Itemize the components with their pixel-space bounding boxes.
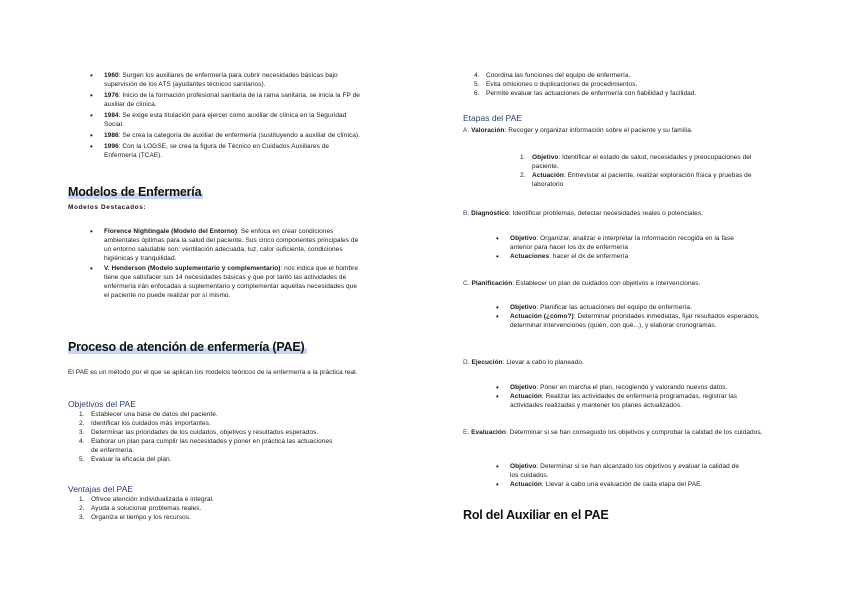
models-subtitle: Modelos Destacados: — [68, 204, 147, 211]
stage-b-title: B. Diagnóstico: Identificar problemas, detectar necesidades reales o potenciales. — [463, 210, 703, 217]
pae-intro: El PAE es un método por el que se aplican los modelos teóricos de la enfermería a la práctica real. — [68, 369, 358, 376]
stage-e-title: E. Evaluación: Determinar si se han conseguido los objetivos y comprobar la calidad de los cuidados. — [463, 429, 763, 436]
stage-e-list — [496, 462, 746, 489]
list-item: • 1960: Surgen los auxiliares de enfermería para cubrir necesidades básicas bajo supervisión de los ATS (ayudantes técnicos sanitarios). — [90, 71, 360, 89]
list-item: • Objetivo: Poner en marcha el plan, recogiendo y valorando nuevos datos. — [496, 383, 761, 392]
list-item: • V. Henderson (Modelo suplementario y complementario): nos indica que el hombre tiene que satisfacer sus 14 necesidades básicas y que por tanto las actividades de enfermería irán enfocadas a suplementario y complementar aquellas necesidades que el paciente no puede realizar por sí mismo. — [90, 264, 360, 300]
list-item: 1. Ofrece atención individualizada e integral. — [79, 496, 214, 503]
list-item: 2. Actuación: Entrevistar al paciente, realizar exploración física y pruebas de laboratorio — [520, 172, 752, 188]
list-item: 1. Establecer una base de datos del paciente. — [79, 411, 218, 418]
list-item: • Objetivo: Planificar las actuaciones del equipo de enfermería. — [496, 303, 761, 312]
list-item: 3. Determinar las prioridades de los cuidados, objetivos y resultados esperados. — [79, 429, 319, 436]
stage-b-list — [496, 234, 756, 261]
list-item: 5. Evaluar la eficacia del plan. — [79, 456, 172, 463]
objectives-heading: Objetivos del PAE — [68, 399, 136, 409]
models-list — [90, 227, 360, 300]
advantages-list — [79, 495, 369, 522]
stage-a-title: A. Valoración: Recoger y organizar información sobre el paciente y su familia. — [463, 127, 693, 134]
stage-c-list — [496, 303, 761, 330]
list-item: • Objetivo: Determinar si se han alcanzado los objetivos y evaluar la calidad de los cuidados. — [496, 462, 746, 480]
pae-heading: Proceso de atención de enfermería (PAE) — [68, 340, 305, 354]
stage-d-list — [496, 383, 761, 410]
advantages-continued-list — [474, 71, 774, 98]
list-item: 2. Identificar los cuidados más importantes. — [79, 420, 211, 427]
list-item: 3. Organiza el tiempo y los recursos. — [79, 514, 191, 521]
list-item: 4. Coordina las funciones del equipo de enfermería. — [474, 72, 631, 79]
objectives-list — [79, 410, 369, 464]
list-item: • 1984: Se exige esta titulación para ejercer como auxiliar de clínica en la Seguridad Social. — [90, 111, 360, 129]
list-item: • Objetivo: Organizar, analizar e interpretar la información recogida en la fase anterior para hacer los dx de enfermería — [496, 234, 756, 252]
list-item: 4. Elaborar un plan para cumplir las necesidades y poner en práctica las actuaciones de enfermería. — [79, 438, 333, 454]
list-item: • Florence Nightingale (Modelo del Entorno): Se enfoca en crear condiciones ambientales óptimas para la salud del paciente. Sus cinco componentes principales de un entorno saludable son: ventilación adecuada, luz, calor suficiente, condiciones higiénicas y tranquilidad. — [90, 227, 360, 263]
stage-c-title: C. Planificación: Establecer un plan de cuidados con objetivos e intervenciones. — [463, 280, 701, 287]
list-item: • 1996: Con la LOGSE, se crea la figura de Técnico en Cuidados Auxiliares de Enfermería (TCAE). — [90, 142, 360, 160]
stages-heading: Etapas del PAE — [463, 113, 522, 123]
list-item: 1. Objetivo: Identificar el estado de salud, necesidades y preocupaciones del paciente. — [520, 154, 752, 170]
list-item: • 1976: Inicio de la formación profesional sanitaria de la rama sanitaria, se inicia la FP de auxiliar de clínica. — [90, 91, 360, 109]
models-heading: Modelos de Enfermería — [68, 185, 202, 199]
list-item: • Actuación (¿cómo?): Determinar prioridades inmediatas, fijar resultados esperados, determinar intervenciones (quién, con qué...), y elaborar cronogramas. — [496, 312, 761, 330]
list-item: 5. Evita omisiones o duplicaciones de procedimientos. — [474, 81, 638, 88]
list-item: • Actuaciones: hacer el dx de enfermería — [496, 252, 756, 261]
history-list — [90, 71, 360, 160]
list-item: • Actuación: Realizar las actividades de enfermería programadas, registrar las actividades realizadas y mantener los planes actualizados. — [496, 392, 761, 410]
role-heading: Rol del Auxiliar en el PAE — [463, 508, 609, 522]
list-item: • Actuación: Llevar a cabo una evaluación de cada etapa del PAE. — [496, 480, 746, 489]
list-item: • 1986: Se crea la categoría de auxiliar de enfermería (sustituyendo a auxiliar de clínica). — [90, 131, 360, 140]
stage-a-list — [520, 153, 770, 189]
list-item: 6. Permite evaluar las actuaciones de enfermería con fiabilidad y facilidad. — [474, 90, 697, 97]
list-item: 2. Ayuda a solucionar problemas reales. — [79, 505, 202, 512]
stage-d-title: D. Ejecución: Llevar a cabo lo planeado. — [463, 359, 584, 366]
advantages-heading: Ventajas del PAE — [68, 484, 134, 494]
